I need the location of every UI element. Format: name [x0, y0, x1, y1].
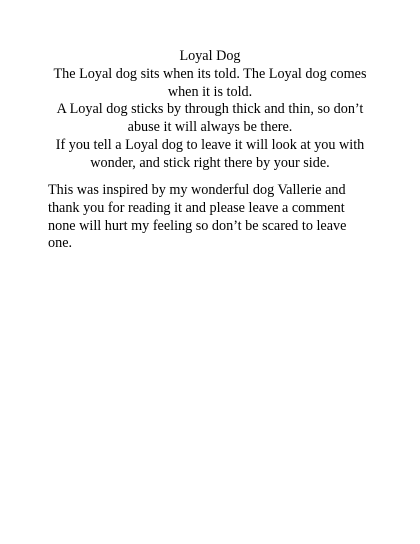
poem-title: Loyal Dog	[179, 48, 241, 64]
author-note: This was inspired by my wonderful dog Vallerie and thank you for reading it and please leave a comment none will hurt my feeling so don’t be scared to leave one.	[48, 182, 347, 252]
poem-stanza-3: If you tell a Loyal dog to leave it will look at you with wonder, and stick right there by your side.	[55, 136, 365, 171]
poem-stanza-1: The Loyal dog sits when its told. The Loyal dog comes when it is told.	[53, 65, 367, 100]
poem-stanza-2: A Loyal dog sticks by through thick and thin, so don’t abuse it will always be there.	[56, 101, 364, 136]
poem-block	[48, 48, 372, 173]
